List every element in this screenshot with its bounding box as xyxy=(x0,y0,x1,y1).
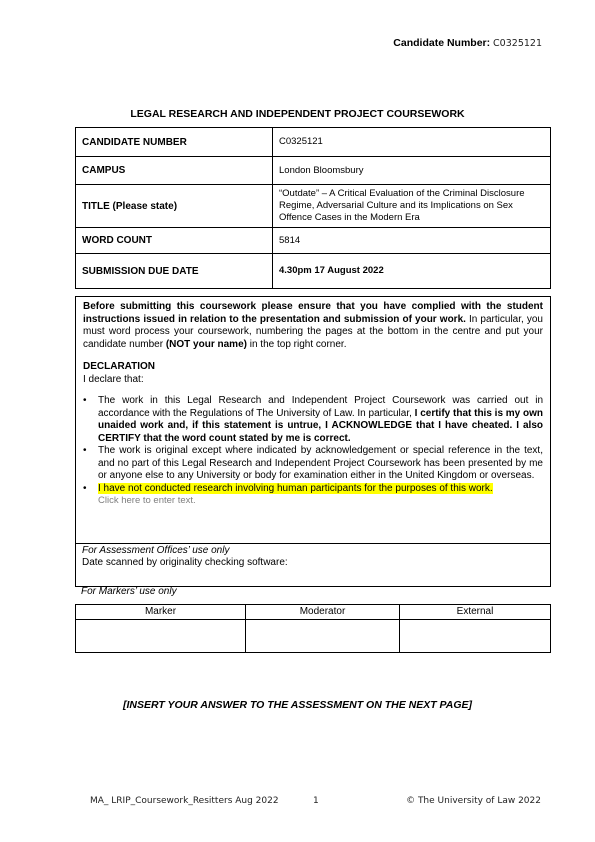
declaration-heading: DECLARATION xyxy=(83,361,156,372)
row-value[interactable]: London Bloomsbury xyxy=(273,157,551,185)
table-row xyxy=(76,157,551,185)
table-row xyxy=(76,605,551,620)
row-value[interactable]: “Outdate” – A Critical Evaluation of the Criminal Disclosure Regime, Adversarial Culture and its Implications on Sex Offence Cases in the Modern Era xyxy=(273,185,551,228)
marker-column-header: Marker xyxy=(76,605,246,620)
row-label: TITLE (Please state) xyxy=(76,185,273,228)
candidate-number-label: Candidate Number: xyxy=(393,37,491,49)
assessment-office-box xyxy=(75,543,551,587)
declaration-list xyxy=(83,395,543,495)
moderator-column-header: Moderator xyxy=(246,605,400,620)
row-label: WORD COUNT xyxy=(76,228,273,254)
marker-cell[interactable] xyxy=(76,620,246,653)
originality-scan-date: Date scanned by originality checking software: xyxy=(82,557,288,568)
bullet-1-text: The work in this Legal Research and Independent Project Coursework was carried out in accordance with the Regulations of The University of Law. In particular, xyxy=(98,395,543,419)
enter-text-placeholder[interactable]: Click here to enter text. xyxy=(98,495,196,506)
table-row xyxy=(76,620,551,653)
instructions-bold-2: (NOT your name) xyxy=(165,338,247,350)
candidate-info-table xyxy=(75,127,551,289)
row-label: SUBMISSION DUE DATE xyxy=(76,254,273,289)
bullet-2-text: The work is original except where indicated by acknowledgement or special reference in the text, and no part of this Legal Research and Independent Project Coursework has been presented by me or anyone else to any University or body for examination either in the United Kingdom or overseas. xyxy=(98,445,543,481)
external-cell[interactable] xyxy=(400,620,551,653)
assessment-office-label: For Assessment Offices’ use only xyxy=(82,545,230,556)
candidate-number-value: C0325121 xyxy=(493,38,542,49)
instructions-bold: Before submitting this coursework please ensure that you have complied with the student instructions issued in relation to the presentation and submission of your work. xyxy=(83,301,543,325)
moderator-cell[interactable] xyxy=(246,620,400,653)
declaration-box xyxy=(75,296,551,544)
table-row xyxy=(76,128,551,157)
row-value[interactable]: 5814 xyxy=(273,228,551,254)
bullet-1-bold: I certify that this is my own unaided work and, if this statement is untrue, I ACKNOWLEDGE that I have cheated. I also CERTIFY that the word count stated by me is correct. xyxy=(98,407,544,444)
list-item xyxy=(98,483,543,496)
footer-document-name: MA_ LRIP_Coursework_Resitters Aug 2022 xyxy=(90,796,279,806)
row-value: 4.30pm 17 August 2022 xyxy=(273,254,551,289)
bullet-3-highlighted: I have not conducted research involving human participants for the purposes of this work. xyxy=(98,482,493,494)
submission-instructions xyxy=(83,301,543,351)
page-number: 1 xyxy=(313,796,319,806)
row-value[interactable]: C0325121 xyxy=(273,128,551,157)
declaration-intro: I declare that: xyxy=(83,373,144,385)
document-title: LEGAL RESEARCH AND INDEPENDENT PROJECT COURSEWORK xyxy=(130,108,465,120)
insert-answer-note: [INSERT YOUR ANSWER TO THE ASSESSMENT ON THE NEXT PAGE] xyxy=(122,699,473,711)
external-column-header: External xyxy=(400,605,551,620)
list-item xyxy=(98,445,543,483)
table-row xyxy=(76,185,551,228)
instructions-text: In particular, you must word process your coursework, numbering the pages at the bottom in the centre and put your candidate number xyxy=(83,313,543,350)
row-label: CAMPUS xyxy=(76,157,273,185)
candidate-number-header xyxy=(393,37,542,49)
footer-copyright: © The University of Law 2022 xyxy=(406,796,541,806)
list-item xyxy=(98,395,543,445)
table-row xyxy=(76,228,551,254)
markers-table xyxy=(75,604,551,653)
markers-label: For Markers’ use only xyxy=(81,586,177,597)
table-row xyxy=(76,254,551,289)
row-label: CANDIDATE NUMBER xyxy=(76,128,273,157)
instructions-text-2: in the top right corner. xyxy=(249,338,347,350)
